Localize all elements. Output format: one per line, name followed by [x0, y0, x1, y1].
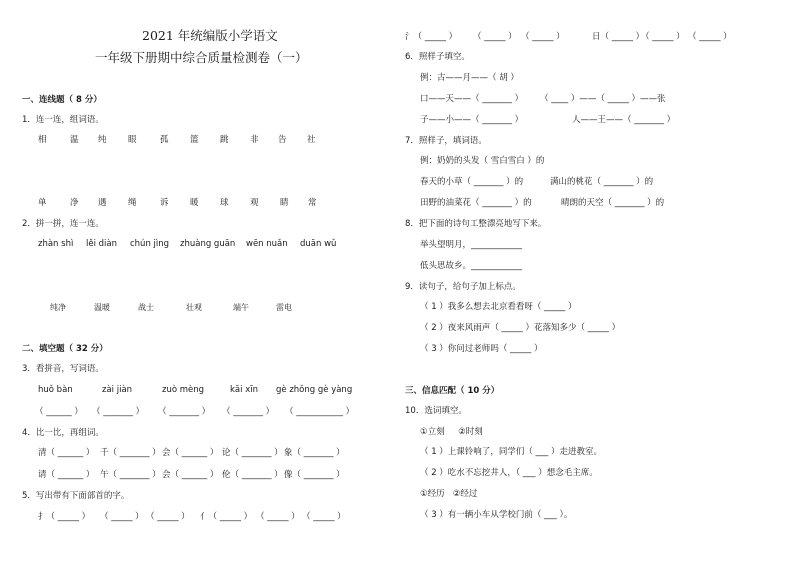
q1-char: 遇	[98, 198, 107, 208]
q1-char: 单	[38, 198, 47, 208]
q4-item[interactable]: 清（ ______ ）	[38, 448, 95, 458]
q9-item[interactable]: （ 3 ）你问过老师吗（ _____ ）	[420, 344, 543, 354]
q6-example: 例：古——月——（ 胡 ）	[420, 73, 519, 83]
section-1-heading: 一、连线题（ 8 分）	[22, 95, 102, 105]
q1-char: 常	[308, 198, 317, 208]
q1-char: 暖	[190, 198, 199, 208]
q9-item[interactable]: （ 1 ）我多么想去北京看看呀（ _____ ）	[420, 302, 577, 312]
q2-word: 温暖	[94, 303, 110, 312]
q1-char: 睛	[280, 198, 289, 208]
q1-char: 纯	[98, 135, 107, 145]
q4-item[interactable]: 伦（ _______ ）	[222, 470, 283, 480]
q4-item[interactable]: 请（ ______ ）	[38, 470, 95, 480]
radical-item[interactable]: （ _____ ）	[641, 32, 685, 42]
q1-char: 篮	[190, 135, 199, 145]
radical-item[interactable]: （ _____ ）	[521, 32, 565, 42]
q10-options: ①经历 ②经过	[420, 489, 478, 499]
q5-item[interactable]: （ _____ ）	[302, 512, 346, 522]
q7-item[interactable]: 田野的油菜花（ _______ ）的	[420, 198, 532, 208]
q1-char: 社	[307, 135, 316, 145]
q2-word: 纯净	[50, 303, 66, 312]
q8-heading: 8．把下面的诗句工整漂亮地写下来。	[405, 219, 547, 229]
q4-heading: 4．比一比，再组词。	[22, 428, 104, 438]
q1-char: 球	[220, 198, 229, 208]
exam-title-line1: 2021 年统编版小学语文	[142, 28, 278, 43]
q5-item[interactable]: （ _____ ）	[256, 512, 300, 522]
q2-pinyin: chún jìng	[130, 239, 170, 249]
q2-pinyin: lěi diàn	[86, 239, 118, 249]
q10-item[interactable]: （ 1 ）上课铃响了，同学们（ ___ ）走进教室。	[420, 447, 602, 457]
q4-item[interactable]: 千（ _______ ）	[100, 448, 161, 458]
q4-item[interactable]: 像（ _______ ）	[284, 470, 345, 480]
section-2-heading: 二、填空题（ 32 分）	[22, 344, 108, 354]
q5-heading: 5．写出带有下面部首的字。	[22, 491, 130, 501]
q2-word: 壮观	[186, 303, 202, 312]
q7-item[interactable]: 晴朗的天空（ _______ ）的	[561, 198, 665, 208]
q4-item[interactable]: 象（ _______ ）	[284, 448, 345, 458]
q1-char: 相	[38, 135, 47, 145]
q3-pinyin: gè zhǒng gè yàng	[276, 385, 353, 395]
q7-example: 例：奶奶的头发（ 雪白雪白 ）的	[420, 156, 545, 166]
q3-pinyin: kāi xīn	[230, 385, 258, 395]
q1-char: 温	[70, 135, 79, 145]
q6-item[interactable]: 人——王——（ _______ ）	[572, 115, 676, 125]
section-3-heading: 三、信息匹配（ 10 分）	[405, 386, 500, 396]
q6-item[interactable]: （ ____ ）——（ _____ ）——张	[540, 94, 666, 104]
q8-line[interactable]: 低头思故乡。____________	[420, 261, 523, 271]
radical-item[interactable]: 氵（ _____ ）	[405, 32, 458, 42]
q10-item[interactable]: （ 2 ）吃水不忘挖井人，（ ___ ）想念毛主席。	[420, 468, 598, 478]
q2-pinyin: wēn nuǎn	[246, 239, 288, 249]
q3-answer-blank[interactable]: （ _______ ）	[222, 407, 275, 417]
q10-heading: 10．选词填空。	[405, 406, 467, 416]
q1-heading: 1．连一连，组词语。	[22, 115, 104, 125]
q8-line[interactable]: 举头望明月，____________	[420, 240, 523, 250]
q2-pinyin: zhàn shì	[38, 239, 74, 249]
radical-item[interactable]: （ _____ ）	[688, 32, 732, 42]
q5-item[interactable]: 亻（ _____ ）	[200, 512, 253, 522]
q2-word: 雷电	[276, 303, 292, 312]
q5-item[interactable]: 扌（ _____ ）	[38, 512, 91, 522]
q2-heading: 2．拼一拼，连一连。	[22, 219, 104, 229]
q3-pinyin: zài jiàn	[102, 385, 133, 395]
q6-item[interactable]: 口——天——（ _______ ）	[420, 94, 524, 104]
q1-char: 跳	[220, 135, 229, 145]
q1-char: 非	[250, 135, 259, 145]
q3-pinyin: zuò mèng	[162, 385, 205, 395]
q2-pinyin: zhuàng guān	[180, 239, 236, 249]
q1-char: 观	[250, 198, 259, 208]
q1-char: 绳	[128, 198, 137, 208]
q2-word: 端午	[233, 303, 249, 312]
q6-heading: 6．照样子填空。	[405, 52, 470, 62]
radical-item[interactable]: （ _____ ）	[473, 32, 517, 42]
q2-word: 战士	[138, 303, 154, 312]
q7-item[interactable]: 春天的小草（ _______ ）的	[420, 177, 524, 187]
q1-char: 诉	[160, 198, 169, 208]
q4-item[interactable]: 午（ _______ ）	[100, 470, 161, 480]
q7-item[interactable]: 满山的桃花（ _______ ）的	[550, 177, 654, 187]
q4-item[interactable]: 论（ _______ ）	[222, 448, 283, 458]
q1-char: 净	[70, 198, 79, 208]
q1-char: 孤	[160, 135, 169, 145]
q5-item[interactable]: （ _____ ）	[100, 512, 144, 522]
q4-item[interactable]: 会（ ______ ）	[162, 448, 219, 458]
q4-item[interactable]: 会（ ______ ）	[162, 470, 219, 480]
q3-answer-blank[interactable]: （ _______ ）	[92, 407, 145, 417]
q9-heading: 9．读句子，给句子加上标点。	[405, 282, 521, 292]
q5-item[interactable]: （ _____ ）	[146, 512, 190, 522]
q1-char: 告	[278, 135, 287, 145]
radical-item[interactable]: 日（ _____ ）	[592, 32, 645, 42]
q3-answer-blank[interactable]: （ ___________ ）	[285, 407, 355, 417]
exam-title-line2: 一年级下册期中综合质量检测卷（一）	[95, 50, 308, 65]
q10-options: ①立刻 ②时刻	[420, 427, 483, 437]
q3-answer-blank[interactable]: （ ______ ）	[35, 407, 83, 417]
q3-heading: 3．看拼音，写词语。	[22, 364, 104, 374]
q7-heading: 7．照样子，填词语。	[405, 136, 487, 146]
q3-answer-blank[interactable]: （ _______ ）	[158, 407, 211, 417]
q10-item[interactable]: （ 3 ）有一辆小车从学校门前（ ___ ）。	[420, 510, 573, 520]
q2-pinyin: duān wǔ	[300, 239, 337, 249]
q1-char: 眼	[128, 135, 137, 145]
q3-pinyin: huǒ bàn	[38, 385, 73, 395]
q6-item[interactable]: 子——小——（ _______ ）	[420, 115, 524, 125]
q9-item[interactable]: （ 2 ）夜来风雨声（ _____ ）花落知多少（ _____ ）	[420, 323, 621, 333]
